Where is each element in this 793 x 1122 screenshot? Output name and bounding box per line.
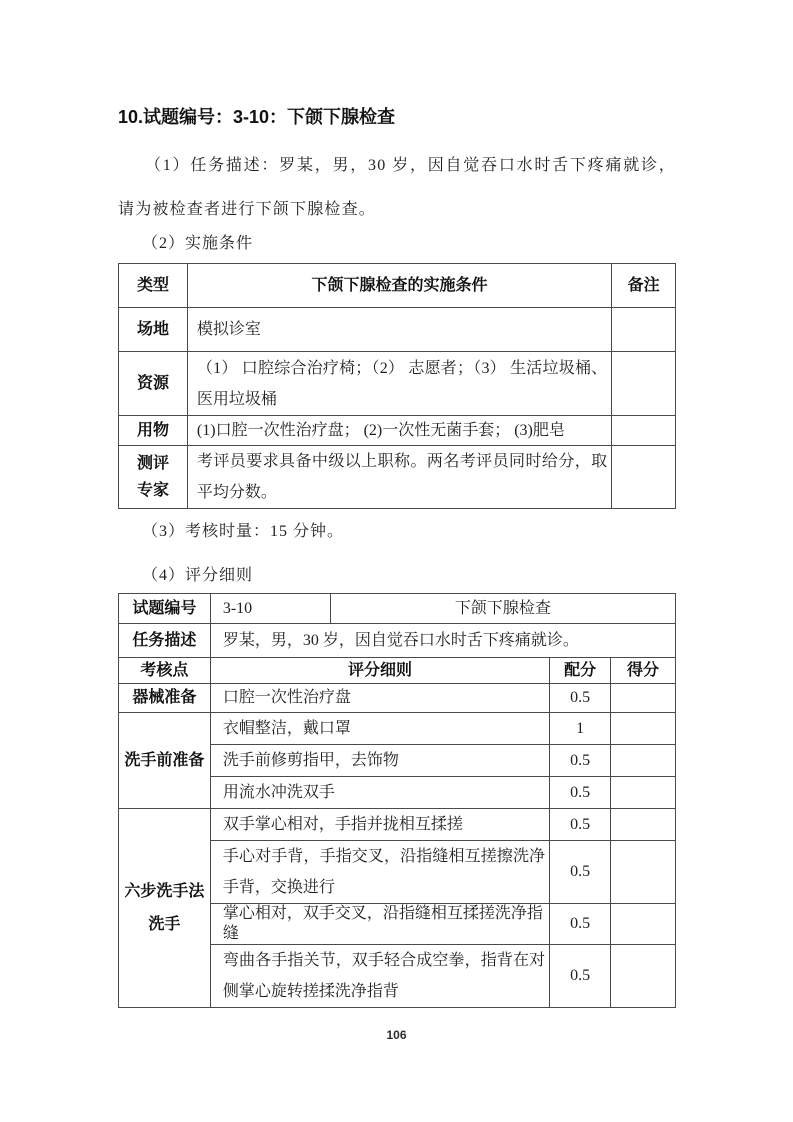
scoring-detail: 弯曲各手指关节，双手轻合成空拳，指背在对侧掌心旋转搓揉洗净指背 (210, 945, 549, 1008)
scoring-group-label: 器械准备 (119, 684, 211, 713)
scoring-header-earned: 得分 (611, 658, 676, 684)
table-row (119, 809, 676, 841)
conditions-row-label: 用物 (119, 416, 188, 446)
scoring-detail: 衣帽整洁，戴口罩 (210, 713, 549, 745)
scoring-detail: 口腔一次性治疗盘 (210, 684, 549, 713)
scoring-detail: 双手掌心相对，手指并拢相互揉搓 (210, 809, 549, 841)
scoring-detail: 掌心相对，双手交叉，沿指缝相互揉搓洗净指缝 (210, 904, 549, 945)
table-row (119, 594, 676, 624)
score-cell: 0.5 (550, 809, 611, 841)
conditions-row-content: 考评员要求具备中级以上职称。两名考评员同时给分，取平均分数。 (187, 446, 611, 509)
note-cell (612, 446, 676, 509)
score-cell: 0.5 (550, 777, 611, 809)
scoring-exam-name: 下颌下腺检查 (330, 594, 675, 624)
earned-cell (611, 684, 676, 713)
earned-cell (611, 713, 676, 745)
conditions-row-label: 场地 (119, 308, 188, 352)
table-row (119, 684, 676, 713)
conditions-header-title: 下颌下腺检查的实施条件 (187, 264, 611, 308)
section-assessment-duration: （3）考核时量：15 分钟。 (142, 523, 345, 540)
table-row (119, 624, 676, 658)
scoring-table (118, 593, 676, 1008)
conditions-header-note: 备注 (612, 264, 676, 308)
table-row (119, 352, 676, 416)
earned-cell (611, 745, 676, 777)
page-number: 106 (386, 1028, 407, 1042)
scoring-detail: 洗手前修剪指甲，去饰物 (210, 745, 549, 777)
table-row (119, 308, 676, 352)
scoring-group-label: 洗手前准备 (119, 713, 211, 809)
conditions-row-content: （1） 口腔综合治疗椅；（2） 志愿者；（3） 生活垃圾桶、医用垃圾桶 (187, 352, 611, 416)
page-content (118, 0, 676, 1008)
scoring-exam-no-label: 试题编号 (119, 594, 211, 624)
table-row (119, 264, 676, 308)
scoring-header-point: 考核点 (119, 658, 211, 684)
conditions-header-type: 类型 (119, 264, 188, 308)
score-cell: 0.5 (550, 684, 611, 713)
score-cell: 0.5 (550, 745, 611, 777)
section-implementation-conditions: （2）实施条件 (142, 235, 254, 252)
conditions-row-content: (1)口腔一次性治疗盘； (2)一次性无菌手套； (3)肥皂 (187, 416, 611, 446)
task-description-paragraph: （1）任务描述：罗某，男，30 岁，因自觉吞口水时舌下疼痛就诊，请为被检查者进行下颌下腺检查。 (118, 157, 676, 218)
conditions-row-content: 模拟诊室 (187, 308, 611, 352)
scoring-group-label: 六步洗手法洗手 (119, 809, 211, 1008)
conditions-row-label: 测评专家 (119, 446, 188, 509)
table-row (119, 658, 676, 684)
scoring-header-detail: 评分细则 (210, 658, 549, 684)
score-cell: 0.5 (550, 945, 611, 1008)
note-cell (612, 352, 676, 416)
earned-cell (611, 809, 676, 841)
scoring-task-label: 任务描述 (119, 624, 211, 658)
note-cell (612, 416, 676, 446)
table-row (119, 713, 676, 745)
score-cell: 1 (550, 713, 611, 745)
scoring-detail: 用流水冲洗双手 (210, 777, 549, 809)
section-scoring-rules: （4）评分细则 (142, 567, 254, 584)
conditions-table (118, 263, 676, 509)
earned-cell (611, 945, 676, 1008)
earned-cell (611, 841, 676, 904)
conditions-row-label: 资源 (119, 352, 188, 416)
score-cell: 0.5 (550, 904, 611, 945)
table-row (119, 446, 676, 509)
page-title: 10.试题编号：3-10：下颌下腺检查 (118, 107, 396, 127)
scoring-detail: 手心对手背，手指交叉，沿指缝相互搓擦洗净手背，交换进行 (210, 841, 549, 904)
scoring-exam-no: 3-10 (210, 594, 330, 624)
earned-cell (611, 777, 676, 809)
note-cell (612, 308, 676, 352)
score-cell: 0.5 (550, 841, 611, 904)
table-row (119, 416, 676, 446)
earned-cell (611, 904, 676, 945)
scoring-task-content: 罗某，男，30 岁，因自觉吞口水时舌下疼痛就诊。 (210, 624, 675, 658)
scoring-header-score: 配分 (550, 658, 611, 684)
